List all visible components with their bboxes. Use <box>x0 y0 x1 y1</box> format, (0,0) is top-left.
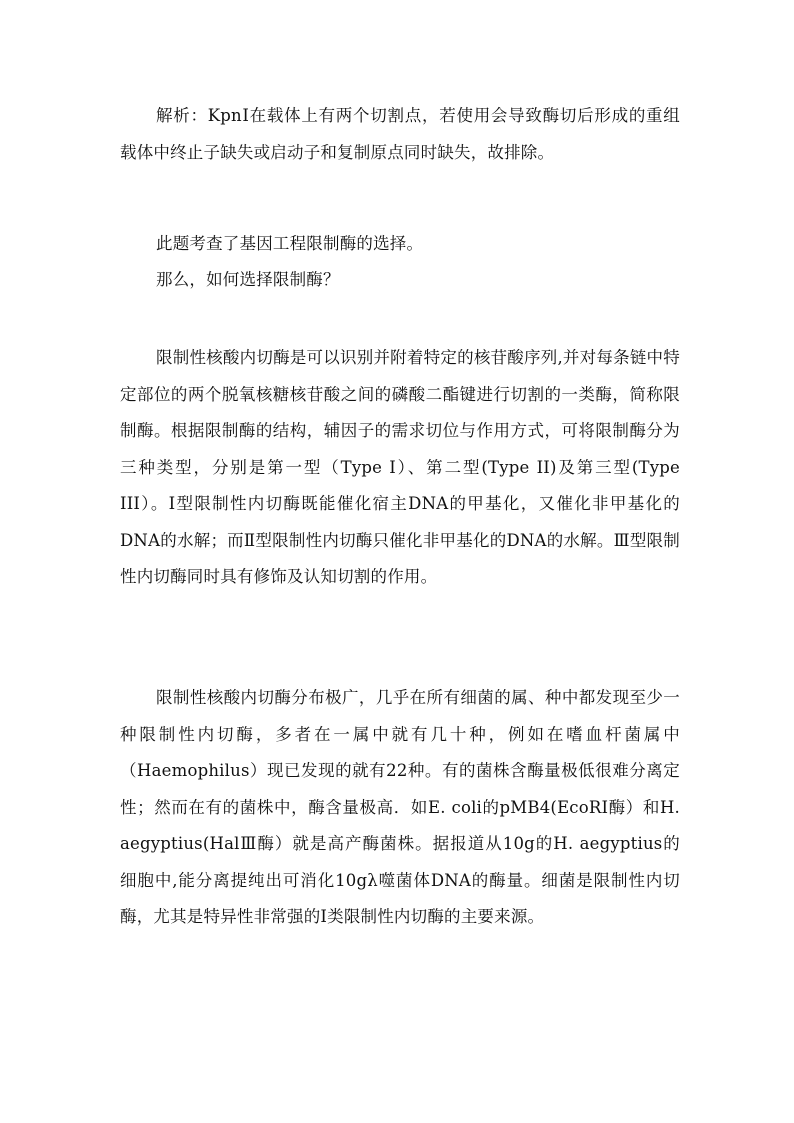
paragraph-restriction-enzyme-definition: 限制性核酸内切酶是可以识别并附着特定的核苷酸序列,并对每条链中特定部位的两个脱氧核糖核苷酸之间的磷酸二酯键进行切割的一类酶，简称限制酶。根据限制酶的结构，辅因子的需求切位与作用方式，可将限制酶分为三种类型，分别是第一型（Type I）、第二型(Type II)及第三型(Type III）。Ⅰ型限制性内切酶既能催化宿主DNA的甲基化，又催化非甲基化的DNA的水解；而Ⅱ型限制性内切酶只催化非甲基化的DNA的水解。Ⅲ型限制性内切酶同时具有修饰及认知切割的作用。 <box>120 348 680 586</box>
paragraph-question-topic: 此题考查了基因工程限制酶的选择。 <box>156 234 424 253</box>
paragraph-analysis: 解析：KpnⅠ在载体上有两个切割点，若使用会导致酶切后形成的重组载体中终止子缺失或启动子和复制原点同时缺失，故排除。 <box>120 106 680 162</box>
paragraph-restriction-enzyme-distribution: 限制性核酸内切酶分布极广，几乎在所有细菌的属、种中都发现至少一种限制性内切酶，多者在一属中就有几十种，例如在嗜血杆菌属中（Haemophilus）现已发现的就有22种。有的菌株含酶量极低很难分离定性；然而在有的菌株中，酶含量极高．如E. coli的pMB4(EcoRI酶）和H. aegyptius(HalⅢ酶）就是高产酶菌株。据报道从10g的H. aegyptius的细胞中,能分离提纯出可消化10gλ噬菌体DNA的酶量。细菌是限制性内切酶，尤其是特异性非常强的Ⅰ类限制性内切酶的主要来源。 <box>120 688 680 926</box>
paragraph-question: 那么，如何选择限制酶？ <box>156 270 340 289</box>
